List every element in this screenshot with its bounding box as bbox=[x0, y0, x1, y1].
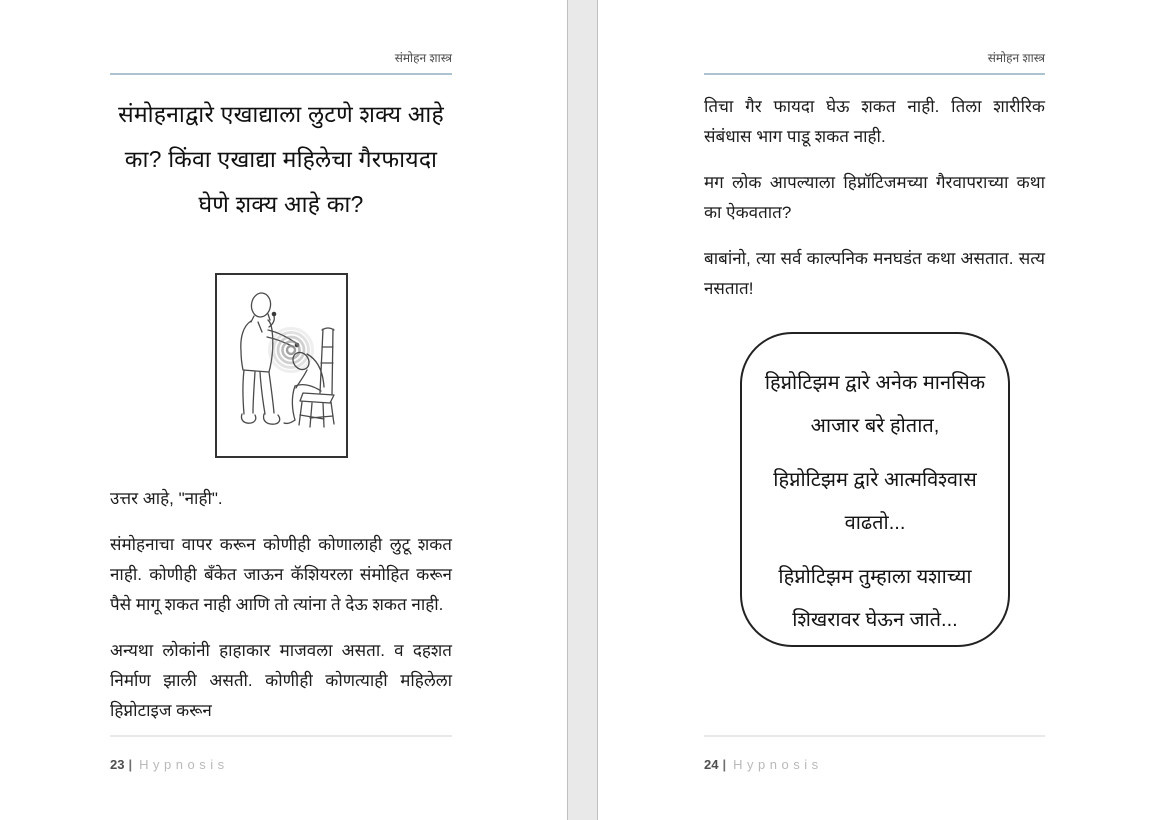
paragraph: तिचा गैर फायदा घेऊ शकत नाही. तिला शारीरिक संबंधास भाग पाडू शकत नाही. bbox=[704, 97, 1045, 146]
paragraph: संमोहनाचा वापर करून कोणीही कोणालाही लुटू शकत नाही. कोणीही बँकेत जाऊन कॅशियरला संमोहित करून पैसे मागू शकत नाही आणि तो त्यांना ते देऊ शकत नाही. bbox=[110, 535, 452, 614]
footer-separator: | bbox=[128, 757, 133, 772]
page-footer bbox=[110, 757, 229, 772]
chapter-heading: संमोहनाद्वारे एखाद्याला लुटणे शक्य आहे का? किंवा एखाद्या महिलेचा गैरफायदा घेणे शक्य आहे का? bbox=[118, 101, 444, 217]
paragraph: उत्तर आहे, "नाही". bbox=[110, 489, 223, 508]
book-title: Hypnosis bbox=[733, 757, 823, 772]
page-left-content bbox=[110, 92, 452, 726]
footer-rule bbox=[704, 735, 1045, 737]
page-right bbox=[704, 0, 1045, 820]
paragraph: मग लोक आपल्याला हिप्नॉटिजमच्या गैरवापराच्या कथा का ऐकवतात? bbox=[704, 173, 1045, 222]
footer-rule bbox=[110, 735, 452, 737]
page-gutter-divider bbox=[567, 0, 598, 820]
page-number: 24 bbox=[704, 757, 719, 772]
page-left bbox=[110, 0, 452, 820]
callout-box bbox=[740, 332, 1010, 647]
callout-line: हिप्नोटिझम द्वारे आत्मविश्वास वाढतो... bbox=[773, 469, 977, 534]
page-footer bbox=[704, 757, 823, 772]
header-rule bbox=[110, 73, 452, 75]
seated-subject-figure bbox=[284, 328, 334, 427]
callout-line: हिप्नोटिझम तुम्हाला यशाच्या शिखरावर घेऊन जाते... bbox=[778, 566, 972, 631]
page-right-content bbox=[704, 92, 1045, 647]
book-title: Hypnosis bbox=[139, 757, 229, 772]
hypnotist-and-subject-drawing bbox=[217, 275, 346, 456]
running-header: संमोहन शास्त्र bbox=[394, 51, 452, 65]
running-header: संमोहन शास्त्र bbox=[987, 51, 1045, 65]
page-number: 23 bbox=[110, 757, 125, 772]
callout-line: हिप्नोटिझम द्वारे अनेक मानसिक आजार बरे होतात, bbox=[764, 372, 986, 437]
footer-separator: | bbox=[722, 757, 727, 772]
header-rule bbox=[704, 73, 1045, 75]
paragraph: बाबांनो, त्या सर्व काल्पनिक मनघडंत कथा असतात. सत्य नसतात! bbox=[704, 249, 1045, 298]
hypnotic-circles-icon bbox=[269, 329, 312, 372]
hypnosis-illustration bbox=[215, 273, 348, 458]
paragraph: अन्यथा लोकांनी हाहाकार माजवला असता. व दहशत निर्माण झाली असती. कोणीही कोणत्याही महिलेला हिप्नोटाइज करून bbox=[110, 641, 452, 720]
